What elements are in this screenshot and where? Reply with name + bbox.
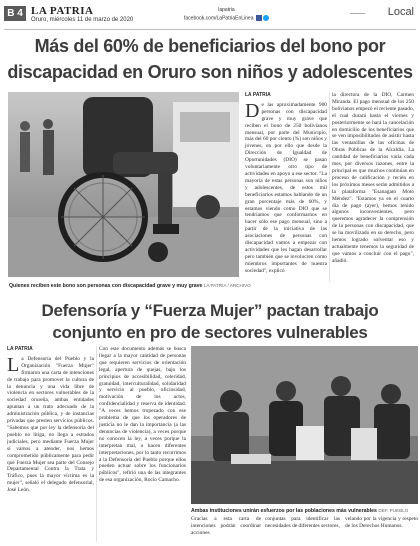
story2-bottom-text-1: Gracias a esta carta de intenciones podrán coordinar acciones — [191, 516, 261, 536]
social-block — [184, 6, 269, 22]
masthead-rule — [4, 29, 416, 30]
wheelchair-photo — [8, 92, 239, 277]
twitter-icon — [263, 15, 269, 21]
story2-photo — [191, 346, 418, 504]
story2-column-1 — [7, 346, 94, 542]
story1-byline: LA PATRIA — [245, 92, 271, 98]
date-line: Oruro, miércoles 11 de marzo de 2020 — [31, 17, 134, 23]
story2-bottom-text-3: velando por la vigencia y respeto de los Derechos Humanos. — [345, 516, 418, 529]
section-name: Local — [387, 6, 414, 18]
story2-text-1: La Defensoría del Pueblo y la Organización "Fuerza Mujer" firmaron una carta de intenciones de trabajo para promover la cultura de la denuncia y una vida libre de violencia en sectores vulnerables de la sociedad orureña, ambas entidades apuntan a un trato adecuado de la administración pública, y de instancias privadas que presten servicios públicos. "Sabemos que por ley la defensoría del pueblo no litiga, no llega a estrados judiciales, pero mediante Fuerza Mujer sí vamos a atender, nos hemos comprometido públicamente para pedir que Fuerza Mujer sea parte del Consejo Departamental Contra la Trata y Tráfico, pues la mayor víctima es la mujer", señaló el delegado defensorial, José León. — [7, 353, 94, 494]
story1-text-2: la directora de la DIO, Carmen Miranda. El pago mensual de los 250 bolivianos empezó el reciente pasado, el cual durará hasta el viernes y posteriormente se hará la cancelación en domicilio de los beneficiarios que se ven imposibilitados de asistir hasta las ventanillas de las oficinas de Obras Públicas de la Alcaldía. La cantidad de beneficiarios varía cada mes, por diversos razones, entre la principal es que muchos continúan en proceso de calificación y recién en los próximos meses serán admitidos a la plataforma "Esanagato Moto Méndez". "Estamos ya en el cuarto día de pago (ayer), hemos tenido algunos inconvenientes, pero queremos agradecer la comprensión de la personas con discapacidad, que se ha movilizado en su derecho, pero hemos logrado solventar eso y actualmente tenemos la seguridad de que vamos a concluir con el pago", añadió. — [332, 92, 414, 264]
story2-text-2: Con este documento además se busca llegar a la mayor cantidad de personas que requieren servicios de orientación legal, apertura de quejas, bajo los principios de accesibilidad, celeridad, gratuidad, interculturalidad, solidaridad y servicio al pueblo, oficiosidad, motivación de los actos, confidencialidad y reserva de identidad. "A veces hemos tropezado con ese problema de que los operadores de justicia no le dan la importancia (a las denuncias de violencia), a veces porque no conocen la ley, a veces porque la interpretan mal, o hacen diferentes interpretaciones, por lo tanto recurrimos a la Defensoría del Pueblo porque ellos pueden actuar sobre los funcionarios públicos", refirió una de las integrantes de esa organización, Rocío Camacho. — [99, 346, 186, 484]
story1-photo — [8, 92, 239, 277]
story2-bottom-text-2: conjuntas para identificar las necesidades de diferentes sectores, — [265, 516, 340, 529]
story1-text-1: De las aproximadamente 900 personas con discapacidad grave y muy grave que reciben el bono de 250 bolivianos mensual, por parte del Municipio, más del 60 por ciento (%) son niños y jóvenes, en por ello que desde la Dirección de Igualdad de Oportunidades (DIO) se pasan voluntariamente otro tipo de actividades en apoyo a ese sector. "La mayoría de estas personas son niños y adolescentes, de estos mil beneficiarios estamos hablando de un gran porcentaje más de 60%, y estamos viendo como DIO que se tendríamos que conformarnos en hacer sólo ese pago mensual, sino a partir de la iniciativa de las asociaciones de personas con discapacidad vamos a empezar con actividades que les hagan desarrollar pero también que se involucren como miembros importantes de nuestra sociedad", explicó — [245, 99, 327, 274]
page-number: B 4 — [4, 6, 26, 21]
masthead — [0, 0, 420, 32]
facebook-icon — [256, 15, 262, 21]
signing-photo — [191, 346, 418, 504]
story1-caption: Quienes reciben este bono son personas con discapacidad grave y muy grave LA PATRIA / ARCHIVO — [9, 283, 251, 289]
social-handle: lapatria — [218, 7, 235, 13]
story1-column-1 — [245, 92, 327, 282]
story2-column-2 — [99, 346, 186, 542]
story2-byline: LA PATRIA — [7, 346, 33, 352]
story2-caption: Ambas instituciones unirán esfuerzos por las poblaciones más vulnerables DEF. PUEBLO — [191, 508, 409, 514]
paper-name: LA PATRIA — [31, 5, 94, 17]
story2-headline: Defensoría y “Fuerza Mujer” pactan trabajo conjunto en pro de sectores vulnerables — [41, 301, 379, 342]
section-rule — [350, 13, 365, 14]
social-url: facebook.com/LaPatriaEnLinea — [184, 15, 254, 22]
story1-column-2 — [332, 92, 414, 282]
story1-headline: Más del 60% de beneficiarios del bono por discapacidad en Oruro son niños y adolescentes — [7, 36, 413, 82]
